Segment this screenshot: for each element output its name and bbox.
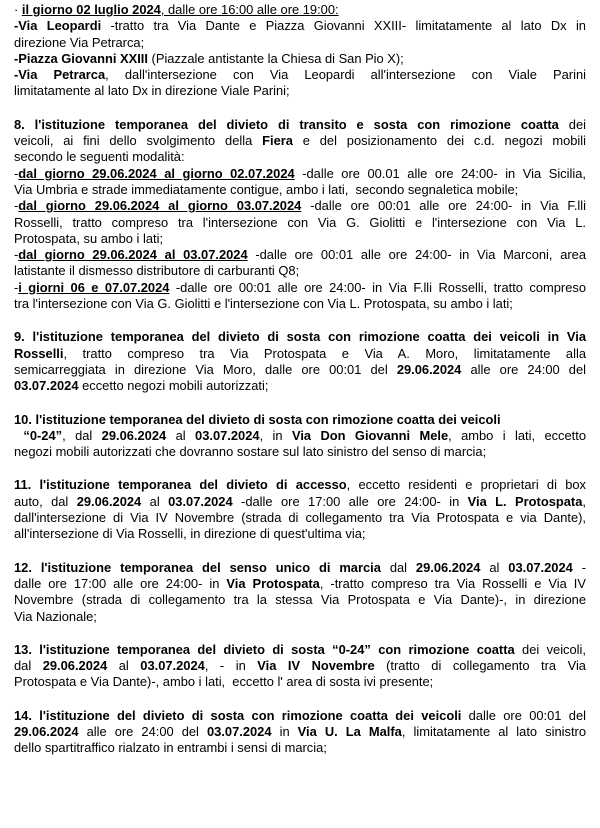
bold-text: Via Protospata bbox=[226, 575, 320, 591]
body-text: alle ore 24:00 del bbox=[78, 723, 207, 739]
text-line bbox=[14, 674, 586, 690]
body-text: Via Umbria e strade immediatamente contigue, ambo i lati, secondo segnaletica mobile; bbox=[14, 181, 519, 197]
body-text: auto, dal bbox=[14, 493, 77, 509]
text-line bbox=[14, 346, 586, 362]
body-text: -dalle ore 00:01 alle ore 24:00- in Via F.lli Rosselli, tratto compreso bbox=[169, 279, 587, 295]
ordinance-item-13 bbox=[14, 642, 586, 691]
body-text: , limitatamente al lato sinistro bbox=[401, 723, 586, 739]
ordinance-item-8 bbox=[14, 117, 586, 313]
bold-text: 14. l'istituzione del divieto di sosta con rimozione coatta dei veicoli bbox=[14, 707, 462, 723]
body-text: e del posizionamento dei c.d. negozi mobili bbox=[292, 133, 587, 149]
body-text: (Piazzale antistante la Chiesa di San Pio X); bbox=[147, 50, 404, 66]
body-text: Rosselli, tratto compreso tra l'intersezione con Via G. Giolitti e l'intersezione con Via L. bbox=[14, 214, 586, 230]
text-line bbox=[14, 231, 586, 247]
text-line bbox=[14, 133, 586, 149]
paragraph-gap bbox=[14, 460, 586, 477]
bold-text: 03.07.2024 bbox=[140, 658, 205, 674]
text-line bbox=[14, 724, 586, 740]
body-text: semicarreggiata in direzione Via Moro, dalle ore 00:01 del bbox=[14, 361, 397, 377]
text-line bbox=[14, 658, 586, 674]
bold-text: Fiera bbox=[262, 133, 293, 149]
body-text: -dalle ore 17:00 alle ore 24:00- in bbox=[232, 493, 468, 509]
body-text: dei bbox=[558, 116, 586, 132]
body-text: dalle ore 00:01 del bbox=[461, 707, 586, 723]
text-line bbox=[14, 560, 586, 576]
body-text: , eccetto residenti e proprietari di box bbox=[346, 477, 586, 493]
bold-text: i giorni 06 e 07.07.2024 bbox=[18, 279, 170, 295]
text-line bbox=[14, 740, 586, 756]
bold-text: Via L. Protospata bbox=[467, 493, 583, 509]
bold-text: 11. l'istituzione temporanea del divieto di accesso bbox=[14, 477, 347, 493]
text-line bbox=[14, 708, 586, 724]
bold-text: -Piazza Giovanni XXIII bbox=[14, 50, 148, 66]
bold-text: 03.07.2024 bbox=[168, 493, 233, 509]
text-line bbox=[14, 149, 586, 165]
body-text: - bbox=[572, 559, 587, 575]
text-line bbox=[14, 428, 586, 444]
body-text: dello spartitraffico rialzato in entrambi i sensi di marcia; bbox=[14, 740, 327, 756]
text-line bbox=[14, 83, 586, 99]
bold-text: -Via Petrarca bbox=[14, 67, 106, 83]
text-line bbox=[14, 412, 586, 428]
paragraph-gap bbox=[14, 691, 586, 708]
ordinance-item-14 bbox=[14, 708, 586, 757]
body-text: · bbox=[14, 2, 22, 17]
bold-text: -Via Leopardi bbox=[14, 18, 102, 34]
text-line bbox=[14, 35, 586, 51]
text-line bbox=[14, 526, 586, 542]
bold-text: 29.06.2024 bbox=[42, 658, 108, 674]
text-line bbox=[14, 494, 586, 510]
body-text: al bbox=[166, 427, 196, 443]
text-line bbox=[14, 510, 586, 526]
text-line bbox=[14, 117, 586, 133]
text-line bbox=[14, 378, 586, 394]
body-text: dal bbox=[380, 559, 416, 575]
body-text: , dalle ore 16:00 alle ore 19:00: bbox=[160, 2, 339, 17]
bold-text: dal giorno 29.06.2024 al giorno 03.07.2024 bbox=[18, 198, 302, 214]
body-text: Via Nazionale; bbox=[14, 608, 97, 624]
paragraph-gap bbox=[14, 312, 586, 329]
text-line bbox=[14, 51, 586, 67]
body-text: Protospata, su ambo i lati; bbox=[14, 230, 164, 246]
body-text: dei veicoli, bbox=[514, 641, 586, 657]
bold-text: 29.06.2024 bbox=[415, 559, 481, 575]
bold-text: 10. l'istituzione temporanea del divieto di sosta con rimozione coatta dei veicoli bbox=[14, 411, 501, 427]
body-text: -dalle ore 00:01 alle ore 24:00- in Via F.lli bbox=[301, 198, 586, 214]
bold-text: 29.06.2024 bbox=[101, 427, 167, 443]
body-text: Novembre (strada di collegamento tra la stessa Via Protospata e Via Dante)-, in direzione bbox=[14, 592, 586, 608]
body-text: - bbox=[14, 198, 19, 214]
body-text: -dalle ore 00:01 alle ore 24:00- in Via Marconi, area bbox=[247, 247, 587, 263]
body-text: tra l'intersezione con Via G. Giolitti e l'intersezione con Via L. Protospata, su ambo i lati; bbox=[14, 296, 513, 312]
bold-text: Via U. La Malfa bbox=[297, 723, 402, 739]
bold-text: 8. l'istituzione temporanea del divieto di transito e sosta con rimozione coatta bbox=[14, 116, 559, 132]
text-line bbox=[14, 263, 586, 279]
text-line bbox=[14, 444, 586, 460]
text-line bbox=[14, 18, 586, 34]
text-line bbox=[14, 247, 586, 263]
ordinance-item-12 bbox=[14, 560, 586, 625]
body-text: , in bbox=[259, 427, 292, 443]
body-text: dall'intersezione di Via IV Novembre (strada di collegamento tra Via Protospata e via Dante), bbox=[14, 510, 586, 526]
text-line bbox=[14, 592, 586, 608]
body-text: veicoli, ai fini dello svolgimento della bbox=[14, 133, 263, 149]
text-line bbox=[14, 166, 586, 182]
body-text: alle ore 24:00 del bbox=[461, 361, 587, 377]
text-line bbox=[14, 362, 586, 378]
paragraph-gap bbox=[14, 543, 586, 560]
body-text: dalle ore 17:00 alle ore 24:00- in bbox=[14, 575, 227, 591]
bold-text: Via Don Giovanni Mele bbox=[291, 427, 449, 443]
body-text: in bbox=[271, 723, 298, 739]
bold-text: dal giorno 29.06.2024 al 03.07.2024 bbox=[18, 247, 248, 263]
body-text: eccetto negozi mobili autorizzati; bbox=[78, 378, 269, 394]
text-line bbox=[14, 67, 586, 83]
body-text: al bbox=[141, 493, 169, 509]
body-text: -dalle ore 00.01 alle ore 24:00- in Via Sicilia, bbox=[294, 165, 586, 181]
bold-text: 03.07.2024 bbox=[206, 723, 272, 739]
body-text: direzione Via Petrarca; bbox=[14, 34, 145, 50]
bold-text: 03.07.2024 bbox=[195, 427, 260, 443]
bold-text: dal giorno 29.06.2024 al giorno 02.07.2024 bbox=[18, 165, 295, 181]
body-text: - bbox=[14, 247, 19, 263]
text-line bbox=[14, 609, 586, 625]
bold-text: 03.07.2024 bbox=[508, 559, 573, 575]
ordinance-item-11 bbox=[14, 477, 586, 542]
text-line bbox=[14, 215, 586, 231]
text-line bbox=[14, 477, 586, 493]
paragraph-gap bbox=[14, 395, 586, 412]
bold-text: 13. l'istituzione temporanea del divieto di sosta “0-24” con rimozione coatta bbox=[14, 641, 515, 657]
body-text: - bbox=[14, 165, 19, 181]
body-text: , ambo i lati, eccetto bbox=[448, 427, 587, 443]
body-text: limitatamente al lato Dx in direzione Viale Parini; bbox=[14, 83, 290, 99]
ordinance-item-9 bbox=[14, 329, 586, 394]
text-line bbox=[14, 642, 586, 658]
body-text: , tratto compreso tra Via Protospata e Via A. Moro, limitatamente alla bbox=[63, 345, 586, 361]
bold-text: Via IV Novembre bbox=[257, 658, 375, 674]
bold-text: 12. l'istituzione temporanea del senso unico di marcia bbox=[14, 559, 381, 575]
body-text: -tratto tra Via Dante e Piazza Giovanni XXIII- limitatamente al lato Dx in bbox=[101, 18, 586, 34]
body-text: (tratto di collegamento tra Via bbox=[374, 658, 586, 674]
bold-text: 03.07.2024 bbox=[14, 378, 79, 394]
body-text: dal bbox=[14, 658, 43, 674]
text-line bbox=[14, 182, 586, 198]
ordinance-document bbox=[14, 2, 586, 757]
body-text: secondo le seguenti modalità: bbox=[14, 149, 185, 165]
text-line bbox=[14, 329, 586, 345]
bold-text: 9. l'istituzione temporanea del divieto di sosta con rimozione coatta dei veicoli in Via bbox=[14, 329, 586, 345]
text-line bbox=[14, 296, 586, 312]
body-text: all'intersezione di Via Rosselli, in direzione di quest'ultima via; bbox=[14, 526, 366, 542]
body-text: Protospata e Via Dante)-, ambo i lati, eccetto l' area di sosta ivi presente; bbox=[14, 674, 434, 690]
body-text: latistante il dismesso distributore di carburanti Q8; bbox=[14, 263, 300, 279]
body-text: , dall'intersezione con Via Leopardi all'intersezione con Viale Parini bbox=[105, 67, 586, 83]
item-7-continuation bbox=[14, 2, 586, 100]
body-text: al bbox=[480, 559, 509, 575]
paragraph-gap bbox=[14, 100, 586, 117]
bold-text: 29.06.2024 bbox=[76, 493, 142, 509]
body-text: , -tratto compreso tra Via Rosselli e Via IV bbox=[319, 575, 586, 591]
bold-text: 29.06.2024 bbox=[14, 723, 79, 739]
text-line bbox=[14, 576, 586, 592]
body-text: , dal bbox=[62, 427, 102, 443]
body-text: negozi mobili autorizzati che dovranno sostare sul lato sinistro del senso di marcia; bbox=[14, 444, 487, 460]
text-line bbox=[14, 198, 586, 214]
bold-text: il giorno 02 luglio 2024 bbox=[21, 2, 161, 17]
paragraph-gap bbox=[14, 625, 586, 642]
bold-text: Rosselli bbox=[14, 345, 64, 361]
body-text: , bbox=[582, 493, 586, 509]
body-text: - bbox=[14, 279, 19, 295]
body-text: al bbox=[107, 658, 141, 674]
text-line bbox=[14, 2, 586, 18]
bold-text: 29.06.2024 bbox=[396, 361, 462, 377]
bold-text: “0-24” bbox=[14, 427, 63, 443]
text-line bbox=[14, 280, 586, 296]
body-text: , - in bbox=[204, 658, 258, 674]
ordinance-item-10 bbox=[14, 412, 586, 461]
